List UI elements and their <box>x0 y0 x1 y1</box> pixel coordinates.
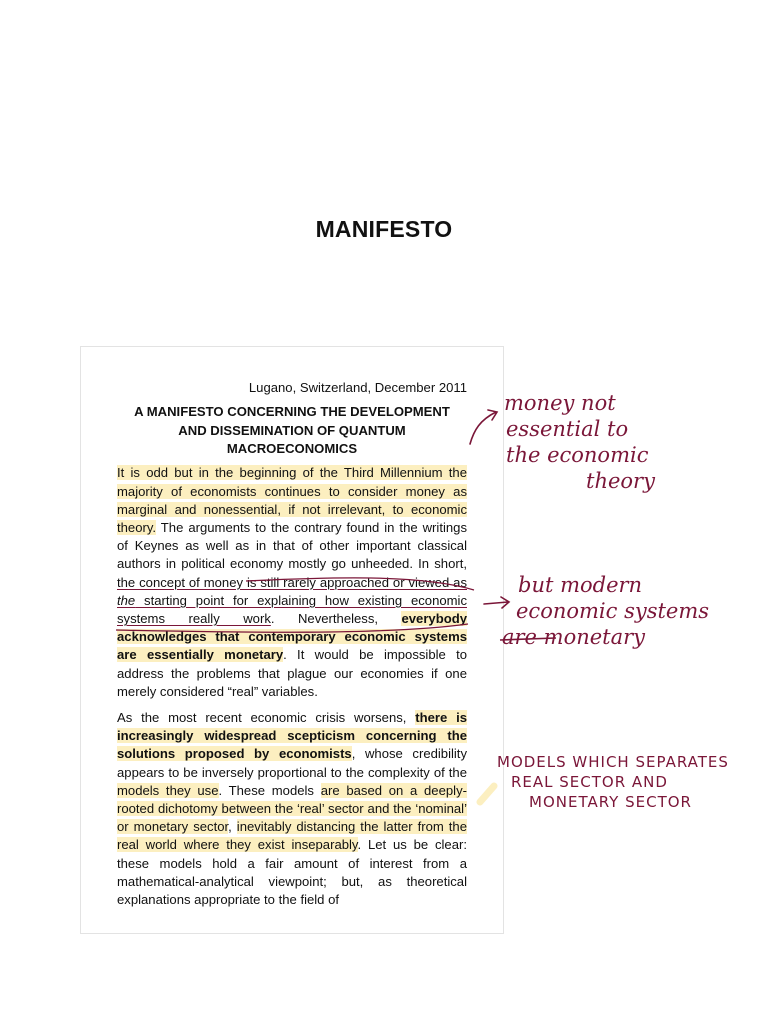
note-underline <box>500 638 556 640</box>
text-span: As the most recent economic crisis worsens, <box>117 710 416 726</box>
note-line: REAL SECTOR AND <box>511 773 668 791</box>
text-span: . It would be impossible to address the problems that plague our economies if one merely considered “real” variables. <box>117 647 468 699</box>
note-line: MONETARY SECTOR <box>529 793 692 811</box>
underlined-span: starting point for explaining how existing economic systems really work <box>117 592 467 627</box>
note-line: MODELS WHICH SEPARATES <box>497 753 729 771</box>
underline-stroke <box>246 578 474 590</box>
highlight-span: It is odd but in the beginning of the Third Millennium the majority of economists continues to consider money as marginal and nonessential, if not irrelevant, to economic theory. <box>117 465 467 536</box>
text-span: . Let us be clear: these models hold a fair amount of interest from a mathematical-analytical viewpoint; but, as theoretical explanations appropriate to the field of <box>117 837 467 908</box>
text-span: . These models <box>218 782 321 798</box>
text-span: , whose credibility appears to be inversely proportional to the complexity of the <box>117 746 467 780</box>
arrow-to-note-2 <box>484 597 509 608</box>
note-line: money not <box>504 391 616 415</box>
note-line: the economic <box>506 443 649 467</box>
bold-highlight-span: there is increasingly widespread scepticism concerning the solutions proposed by economists <box>117 710 468 762</box>
highlighter-mark <box>480 786 494 802</box>
note-line: but modern <box>518 573 643 597</box>
note-line: essential to <box>506 417 629 441</box>
highlight-span: inevitably distancing the latter from the real world where they exist inseparably <box>117 819 467 853</box>
note-line: are monetary <box>502 625 646 649</box>
text-span: . Nevertheless, <box>270 611 402 627</box>
highlight-span: are based on a deeply-rooted dichotomy between the ‘real’ sector and the ‘nominal’ or monetary sector <box>117 782 467 835</box>
note-line: economic systems <box>516 599 710 623</box>
page-title: MANIFESTO <box>315 216 453 242</box>
underlined-span: the concept of money is still rarely approached or viewed as <box>117 574 467 590</box>
underline-stroke <box>116 624 468 632</box>
bold-highlight-span: everybody acknowledges that contemporary economic systems are essentially monetary <box>117 611 467 663</box>
document-heading: A MANIFESTO CONCERNING THE DEVELOPMENT AND DISSEMINATION OF QUANTUM MACROECONOMICS <box>134 404 450 457</box>
highlight-span: models they use <box>117 782 219 798</box>
place-date: Lugano, Switzerland, December 2011 <box>248 380 467 395</box>
underlined-emphasis: the <box>117 592 136 608</box>
note-line: theory <box>586 469 655 493</box>
text-span: The arguments to the contrary found in the writings of Keynes as well as in that of other important classical authors in political economy mostly go unheeded. In short, <box>117 520 467 572</box>
arrow-to-note-1 <box>470 410 497 444</box>
text-span: , <box>228 819 237 835</box>
